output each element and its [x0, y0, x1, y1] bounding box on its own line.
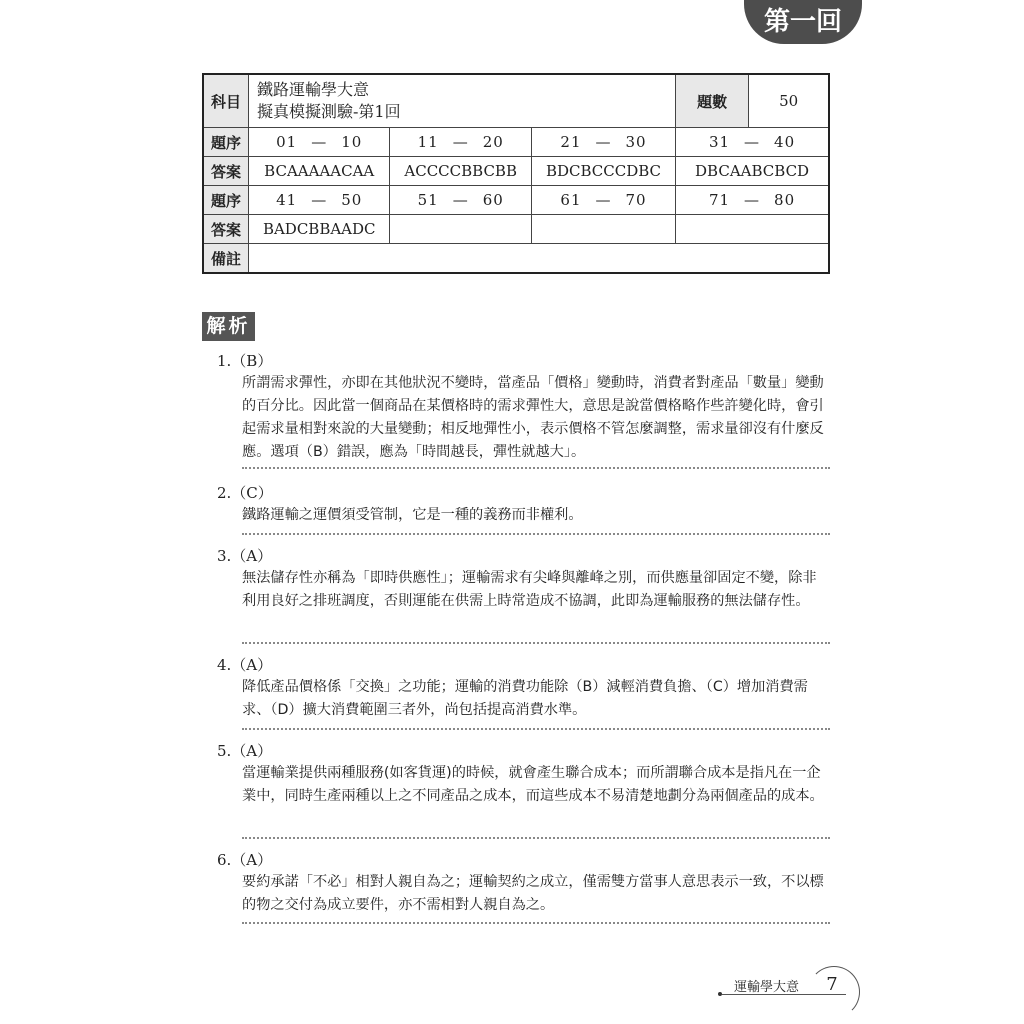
range-to: 60	[482, 191, 504, 209]
answer-cell: ACCCCBBCBB	[390, 157, 531, 186]
seq-label: 題序	[203, 186, 249, 215]
explanation-number: 2.（C）	[217, 484, 273, 502]
dotted-divider	[242, 922, 830, 924]
answer-row-1	[203, 157, 829, 186]
range-to: 80	[774, 191, 796, 209]
range-to: 30	[625, 133, 647, 151]
range-to: 10	[341, 133, 363, 151]
explanation-text: 無法儲存性亦稱為「即時供應性」；運輸需求有尖峰與離峰之別，而供應量卻固定不變，除非利用良好之排班調度，否則運能在供需上時常造成不協調，此即為運輸服務的無法儲存性。	[242, 570, 817, 609]
explanation-number: 4.（A）	[217, 656, 273, 674]
subject-cell	[249, 74, 676, 128]
remark-cell	[249, 244, 830, 274]
dotted-divider	[242, 467, 830, 469]
explanation-text: 當運輸業提供兩種服務(如客貨運)的時候，就會產生聯合成本；而所謂聯合成本是指凡在一企業中，同時生產兩種以上之不同產品之成本，而這些成本不易清楚地劃分為兩個產品的成本。	[242, 765, 824, 804]
range-dash: —	[452, 191, 469, 209]
dotted-divider	[242, 533, 830, 535]
range-from: 41	[276, 191, 298, 209]
subject-line1: 鐵路運輸學大意	[257, 80, 370, 99]
dotted-divider	[242, 837, 830, 839]
explanation-item	[217, 655, 830, 722]
range-cell	[676, 186, 829, 215]
count-cell	[676, 74, 829, 128]
section-title: 解析	[202, 312, 255, 341]
answer-cell	[676, 215, 829, 244]
range-cell	[390, 128, 531, 157]
answer-label: 答案	[203, 157, 249, 186]
explanation-item	[217, 351, 830, 464]
range-to: 20	[482, 133, 504, 151]
range-dash: —	[311, 133, 328, 151]
page-number: 7	[826, 974, 838, 995]
footer-book-title: 運輸學大意	[734, 980, 800, 995]
range-cell	[531, 128, 675, 157]
range-from: 31	[708, 133, 731, 151]
dotted-divider	[242, 728, 830, 730]
range-dash: —	[595, 133, 612, 151]
answer-cell: BCAAAAACAA	[249, 157, 390, 186]
range-from: 11	[417, 133, 439, 151]
answer-cell	[531, 215, 675, 244]
subject-row	[203, 74, 829, 128]
explanation-text: 所謂需求彈性，亦即在其他狀況不變時，當產品「價格」變動時，消費者對產品「數量」變動的百分比。因此當一個商品在某價格時的需求彈性大，意思是說當價格略作些許變化時，會引起需求量相對來說的大量變動；相反地彈性小，表示價格不管怎麼調整，需求量卻沒有什麼反應。選項（B）錯誤，應為「時間越長，彈性就越大」。	[242, 375, 824, 460]
answer-row-2	[203, 215, 829, 244]
explanation-number: 1.（B）	[217, 352, 273, 370]
answer-cell: BDCBCCCDBC	[531, 157, 675, 186]
count-value: 50	[779, 92, 799, 110]
range-from: 51	[417, 191, 439, 209]
range-cell	[249, 128, 390, 157]
explanation-item	[217, 850, 830, 917]
range-to: 70	[625, 191, 647, 209]
seq-row-2	[203, 186, 829, 215]
explanation-item	[217, 741, 830, 808]
seq-row-1	[203, 128, 829, 157]
explanation-number: 5.（A）	[217, 742, 273, 760]
seq-label: 題序	[203, 128, 249, 157]
explanation-text: 要約承諾「不必」相對人親自為之；運輸契約之成立，僅需雙方當事人意思表示一致，不以標的物之交付為成立要件，亦不需相對人親自為之。	[242, 874, 824, 913]
range-cell	[531, 186, 675, 215]
explanation-text: 降低產品價格係「交換」之功能；運輸的消費功能除（B）減輕消費負擔、（C）增加消費需求、（D）擴大消費範圍三者外，尚包括提高消費水準。	[242, 679, 808, 718]
remark-row	[203, 244, 829, 274]
range-from: 01	[276, 133, 298, 151]
range-dash: —	[744, 191, 761, 209]
range-dash: —	[744, 133, 761, 151]
answer-cell	[390, 215, 531, 244]
range-dash: —	[595, 191, 612, 209]
range-dash: —	[311, 191, 328, 209]
range-to: 50	[341, 191, 363, 209]
explanation-item	[217, 546, 830, 613]
explanation-item	[217, 483, 830, 527]
range-dash: —	[452, 133, 469, 151]
answer-table	[202, 73, 830, 274]
chapter-tab: 第一回	[744, 0, 862, 44]
range-from: 71	[708, 191, 731, 209]
range-to: 40	[774, 133, 796, 151]
answer-cell: DBCAABCBCD	[676, 157, 829, 186]
range-from: 21	[560, 133, 582, 151]
answer-cell: BADCBBAADC	[249, 215, 390, 244]
range-cell	[249, 186, 390, 215]
subject-line2: 擬真模擬測驗-第1回	[257, 102, 401, 121]
answer-label: 答案	[203, 215, 249, 244]
range-cell	[676, 128, 829, 157]
explanation-number: 6.（A）	[217, 851, 273, 869]
explanation-number: 3.（A）	[217, 547, 273, 565]
subject-label: 科目	[203, 74, 249, 128]
range-cell	[390, 186, 531, 215]
explanation-text: 鐵路運輸之運價須受管制，它是一種的義務而非權利。	[242, 507, 583, 523]
dotted-divider	[242, 642, 830, 644]
count-label: 題數	[676, 75, 749, 127]
range-from: 61	[560, 191, 582, 209]
remark-label: 備註	[203, 244, 249, 274]
